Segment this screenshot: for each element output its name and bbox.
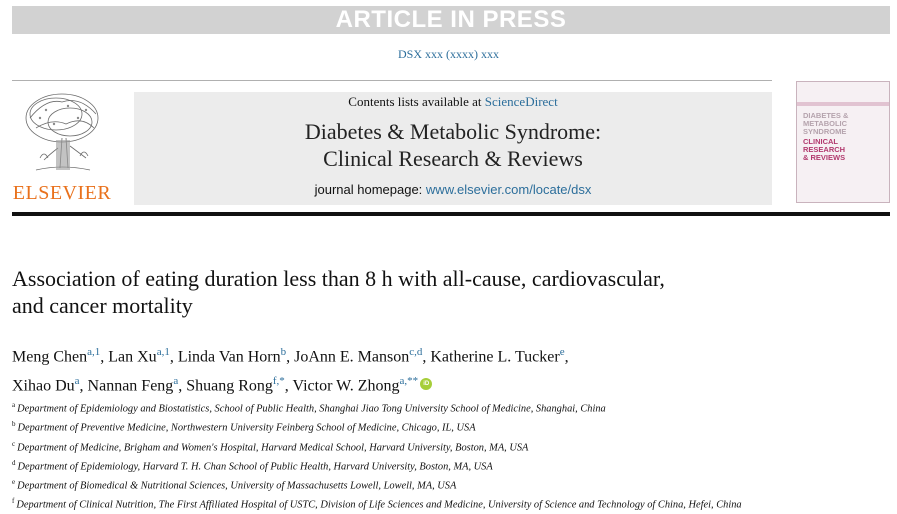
affiliation-item — [12, 494, 882, 513]
article-title-line-2: and cancer mortality — [12, 293, 193, 318]
affiliation-key: b — [12, 420, 16, 429]
elsevier-logo[interactable] — [10, 88, 114, 206]
author-affil-sup[interactable]: c,d — [409, 346, 423, 358]
cover-line-4: CLINICAL — [803, 137, 838, 146]
author-name[interactable]: Katherine L. Tucker — [430, 348, 560, 366]
affiliation-key: d — [12, 458, 16, 467]
author-name[interactable]: Linda Van Horn — [177, 348, 281, 366]
author-sep: , — [169, 348, 178, 366]
author-name[interactable]: JoAnn E. Manson — [294, 348, 410, 366]
sciencedirect-link[interactable]: ScienceDirect — [484, 94, 558, 109]
author-sep: , — [422, 348, 431, 366]
journal-homepage — [134, 182, 772, 197]
journal-title-line-2: Clinical Research & Reviews — [323, 146, 583, 171]
article-in-press-banner: ARTICLE IN PRESS — [12, 6, 890, 34]
homepage-link[interactable]: www.elsevier.com/locate/dsx — [425, 182, 592, 197]
elsevier-tree-icon — [16, 88, 108, 180]
author-name[interactable]: Shuang Rong — [186, 377, 273, 395]
author-name[interactable]: Xihao Du — [12, 377, 75, 395]
affiliation-text: Department of Epidemiology, Harvard T. H. Chan School of Public Health, Harvard University, Boston, MA, USA — [17, 461, 493, 473]
cover-line-1: DIABETES & — [803, 111, 849, 120]
affiliation-key: f — [12, 497, 15, 506]
affiliation-text: Department of Epidemiology and Biostatistics, School of Public Health, Shanghai Jiao Tong University School of Medicine, Shanghai, China — [17, 403, 606, 415]
author-affil-sup[interactable]: e — [559, 346, 565, 358]
article-title-line-1: Association of eating duration less than 8 h with all-cause, cardiovascular, — [12, 266, 665, 291]
contents-prefix: Contents lists available at — [348, 94, 485, 109]
article-title — [12, 265, 882, 319]
affiliation-item — [12, 475, 882, 494]
affiliation-item — [12, 398, 882, 417]
author-sep: , — [79, 377, 88, 395]
author-name[interactable]: Lan Xu — [108, 348, 157, 366]
author-affil-sup[interactable]: a,1 — [156, 346, 170, 358]
cover-line-6: & REVIEWS — [803, 153, 846, 162]
contents-line — [134, 94, 772, 110]
affiliation-text: Department of Clinical Nutrition, The First Affiliated Hospital of USTC, Division of Life Sciences and Medicine, University of Science and Technology of China, Hefei, China — [16, 499, 742, 511]
affiliation-key: e — [12, 478, 16, 487]
affiliation-item — [12, 417, 882, 436]
journal-title — [134, 118, 772, 172]
journal-title-line-1: Diabetes & Metabolic Syndrome: — [304, 119, 602, 144]
author-affil-sup[interactable]: f,* — [272, 375, 285, 388]
cover-stripe — [797, 102, 889, 106]
affiliation-text: Department of Biomedical & Nutritional Sciences, University of Massachusetts Lowell, Lowell, MA, USA — [17, 480, 457, 492]
author-affil-sup[interactable]: a — [173, 375, 179, 388]
author-list — [12, 340, 882, 399]
doi-line: DSX xxx (xxxx) xxx — [398, 47, 499, 61]
author-sep: , — [284, 377, 293, 395]
affiliation-key: c — [12, 439, 16, 448]
affiliation-list — [12, 398, 882, 514]
elsevier-wordmark: ELSEVIER — [12, 182, 112, 204]
orcid-icon[interactable] — [420, 378, 432, 390]
author-affil-sup[interactable]: a — [74, 375, 80, 388]
affiliation-item — [12, 437, 882, 456]
cover-line-2: METABOLIC — [803, 119, 848, 128]
author-name[interactable]: Nannan Feng — [87, 377, 174, 395]
masthead-divider — [12, 212, 890, 216]
author-sep: , — [286, 348, 295, 366]
author-line-1 — [12, 340, 882, 369]
affiliation-text: Department of Medicine, Brigham and Women's Hospital, Harvard Medical School, Harvard University, Boston, MA, USA — [17, 442, 529, 453]
author-name[interactable]: Victor W. Zhong — [292, 377, 400, 395]
author-affil-sup[interactable]: a,1 — [87, 346, 101, 358]
affiliation-item — [12, 456, 882, 475]
affiliation-key: a — [12, 401, 16, 409]
header-divider — [12, 80, 772, 81]
author-affil-sup[interactable]: a,** — [399, 375, 419, 388]
journal-cover-thumbnail[interactable] — [796, 81, 890, 203]
author-name[interactable]: Meng Chen — [12, 348, 88, 366]
cover-line-5: RESEARCH — [803, 145, 846, 154]
author-sep: , — [564, 348, 569, 366]
author-line-2 — [12, 369, 882, 398]
author-affil-sup[interactable]: b — [280, 346, 287, 358]
author-sep: , — [178, 377, 187, 395]
affiliation-text: Department of Preventive Medicine, Northwestern University Feinberg School of Medicine, Chicago, IL, USA — [17, 422, 476, 434]
journal-masthead — [134, 92, 772, 205]
cover-line-3: SYNDROME — [803, 127, 847, 136]
author-sep: , — [100, 348, 109, 366]
homepage-prefix: journal homepage: — [314, 182, 426, 197]
